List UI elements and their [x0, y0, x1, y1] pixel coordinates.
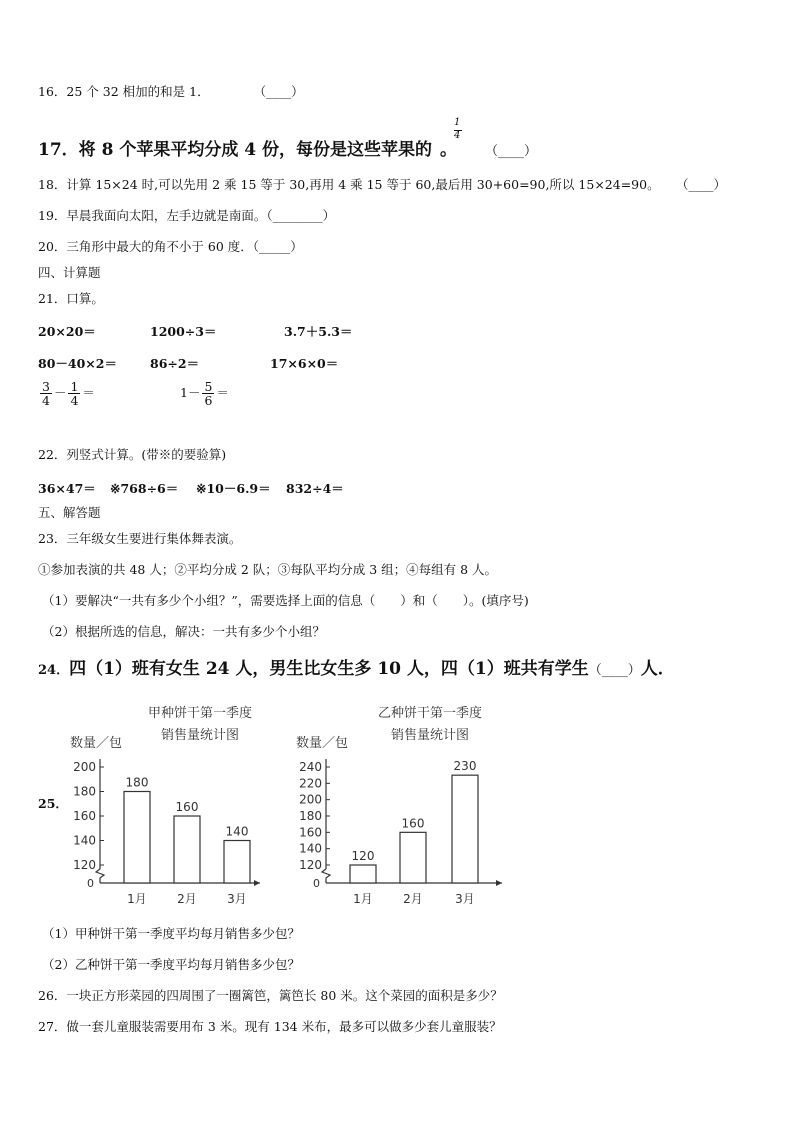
question-text: 口算。	[66, 291, 104, 306]
y-tick-label: 0	[87, 877, 94, 890]
bar	[400, 832, 426, 883]
question-text: 三角形中最大的角不小于 60 度．	[66, 239, 253, 254]
chart-jia	[70, 705, 260, 906]
bar-value-label: 160	[401, 816, 425, 831]
question-text: 25 个 32 相加的和是 1．	[66, 84, 210, 99]
bar	[124, 792, 150, 884]
bar-value-label: 120	[351, 849, 375, 863]
chart-subtitle: 销售量统计图	[390, 728, 470, 743]
question-number-25: 25．	[38, 796, 68, 811]
question-24	[38, 658, 675, 682]
question-number: 17．	[38, 140, 79, 160]
fraction-numerator: 3	[42, 379, 50, 394]
x-axis-arrow	[254, 880, 260, 886]
x-tick-label: 1月	[127, 892, 147, 906]
question-16	[38, 84, 304, 100]
y-tick-label: 200	[73, 760, 96, 774]
question-text: 计算 15×24 时,可以先用 2 乘 15 等于 30,再用 4 乘 15 等于 60,最后用 30+60=90,所以 15×24=90。	[66, 177, 660, 192]
section-heading-4: 四、计算题	[38, 265, 101, 280]
y-tick-label: 0	[313, 877, 320, 890]
x-axis-arrow	[496, 880, 502, 886]
equals: ＝	[216, 385, 229, 400]
fraction-denominator: 4	[42, 393, 50, 408]
fraction-small	[454, 118, 462, 141]
axis-break-mark	[96, 869, 104, 883]
equals: ＝	[82, 385, 95, 400]
question-text: 列竖式计算。(带※的要验算)	[66, 447, 227, 462]
calc-item: ※768÷6＝	[110, 481, 179, 496]
question-number: 22．	[38, 447, 67, 462]
y-tick-label: 240	[299, 760, 322, 774]
answer-blank[interactable]: （_____）	[252, 239, 303, 254]
question-text-end: 人．	[640, 659, 675, 679]
question-22	[38, 447, 226, 463]
operator: 1－	[180, 385, 201, 400]
bar-value-label: 160	[175, 800, 199, 814]
question-number: 18．	[38, 177, 67, 192]
x-tick-label: 2月	[403, 892, 423, 906]
bar	[452, 775, 478, 883]
y-tick-label: 120	[299, 858, 322, 872]
charts-figure	[60, 695, 520, 915]
question-23-sub2: （2）根据所选的信息，解决：一共有多少个小组？	[42, 624, 325, 639]
bar-value-label: 180	[125, 775, 149, 790]
bar-value-label: 140	[225, 824, 249, 839]
question-text: 将 8 个苹果平均分成 4 份，每份是这些苹果的	[78, 140, 433, 160]
calc-item: 36×47＝	[38, 481, 96, 496]
calc-item: 20×20＝	[38, 324, 96, 339]
y-tick-label: 140	[73, 833, 96, 848]
fraction-denominator: 4	[70, 393, 79, 408]
y-axis-label: 数量／包	[296, 736, 349, 751]
answer-blank[interactable]: （____）	[588, 663, 641, 678]
fraction-denominator: 4	[454, 130, 461, 141]
question-25-sub1: （1）甲种饼干第一季度平均每月销售多少包？	[42, 926, 300, 941]
question-number: 26．	[38, 988, 67, 1003]
operator: －	[53, 385, 67, 400]
fraction-numerator: 1	[70, 379, 79, 394]
calc-item: 80－40×2＝	[38, 356, 117, 371]
y-tick-label: 140	[299, 841, 322, 856]
question-23	[38, 531, 241, 547]
question-number: 24．	[38, 663, 70, 678]
answer-blank[interactable]: （________）	[266, 208, 336, 223]
axis-break-mark	[322, 869, 330, 883]
y-tick-label: 220	[299, 776, 322, 791]
y-axis-label: 数量／包	[70, 736, 123, 751]
chart-title: 甲种饼干第一季度	[147, 706, 253, 721]
question-23-info: ①参加表演的共 48 人；②平均分成 2 队；③每队平均分成 3 组；④每组有 8 人。	[38, 562, 498, 577]
x-tick-label: 1月	[353, 892, 373, 906]
bar	[174, 816, 200, 883]
question-number: 19．	[38, 208, 67, 223]
question-text: 一块正方形菜园的四周围了一圈篱笆，篱笆长 80 米。这个菜园的面积是多少？	[66, 988, 503, 1003]
calc-item: ※10－6.9＝	[196, 481, 271, 496]
fraction-expression-1	[38, 380, 95, 407]
answer-blank[interactable]: （____）	[676, 177, 727, 192]
y-tick-label: 160	[73, 809, 96, 823]
fraction-expression-2	[180, 380, 229, 407]
answer-blank[interactable]: （____）	[253, 84, 304, 99]
question-number: 20．	[38, 239, 67, 254]
y-tick-label: 180	[299, 809, 322, 823]
question-text: 做一套儿童服装需要用布 3 米。现有 134 米布，最多可以做多少套儿童服装？	[66, 1019, 502, 1034]
chart-yi	[296, 705, 502, 906]
question-17	[38, 139, 537, 163]
question-25-sub2: （2）乙种饼干第一季度平均每月销售多少包？	[42, 957, 300, 972]
question-text: 早晨我面向太阳，左手边就是南面。	[66, 208, 267, 223]
question-number: 16．	[38, 84, 67, 99]
question-20	[38, 239, 303, 255]
question-text: 三年级女生要进行集体舞表演。	[66, 531, 242, 546]
calc-item: 17×6×0＝	[270, 356, 339, 371]
y-tick-label: 200	[299, 792, 322, 807]
question-19	[38, 208, 335, 224]
question-18	[38, 177, 660, 193]
answer-blank[interactable]: （____）	[484, 144, 537, 159]
y-tick-label: 160	[299, 825, 322, 840]
question-27	[38, 1019, 502, 1035]
x-tick-label: 3月	[227, 892, 247, 906]
x-tick-label: 3月	[455, 892, 475, 906]
chart-title: 乙种饼干第一季度	[377, 706, 483, 721]
question-number: 23．	[38, 531, 67, 546]
question-23-sub1: （1）要解决“一共有多少个小组？”，需要选择上面的信息（ ）和（ ）。(填序号)	[42, 593, 529, 608]
fraction-numerator: 1	[454, 117, 461, 128]
calc-item: 86÷2＝	[150, 356, 200, 371]
calc-item: 3.7＋5.3＝	[284, 324, 353, 339]
question-number: 21．	[38, 291, 67, 306]
y-tick-label: 120	[73, 858, 96, 872]
x-tick-label: 2月	[177, 892, 197, 906]
bar-value-label: 230	[453, 759, 477, 774]
bar	[224, 841, 250, 884]
calc-item: 832÷4＝	[286, 481, 344, 496]
y-tick-label: 180	[73, 784, 96, 799]
section-heading-5: 五、解答题	[38, 505, 101, 520]
question-26	[38, 988, 503, 1004]
bar	[350, 865, 376, 883]
chart-subtitle: 销售量统计图	[160, 728, 240, 743]
fraction-denominator: 6	[204, 393, 213, 408]
question-21	[38, 291, 104, 307]
punctuation: 。	[440, 140, 458, 160]
fraction-numerator: 5	[204, 379, 213, 394]
question-text: 四（1）班有女生 24 人，男生比女生多 10 人，四（1）班共有学生	[69, 659, 589, 679]
question-number: 27．	[38, 1019, 67, 1034]
calc-item: 1200÷3＝	[150, 324, 217, 339]
